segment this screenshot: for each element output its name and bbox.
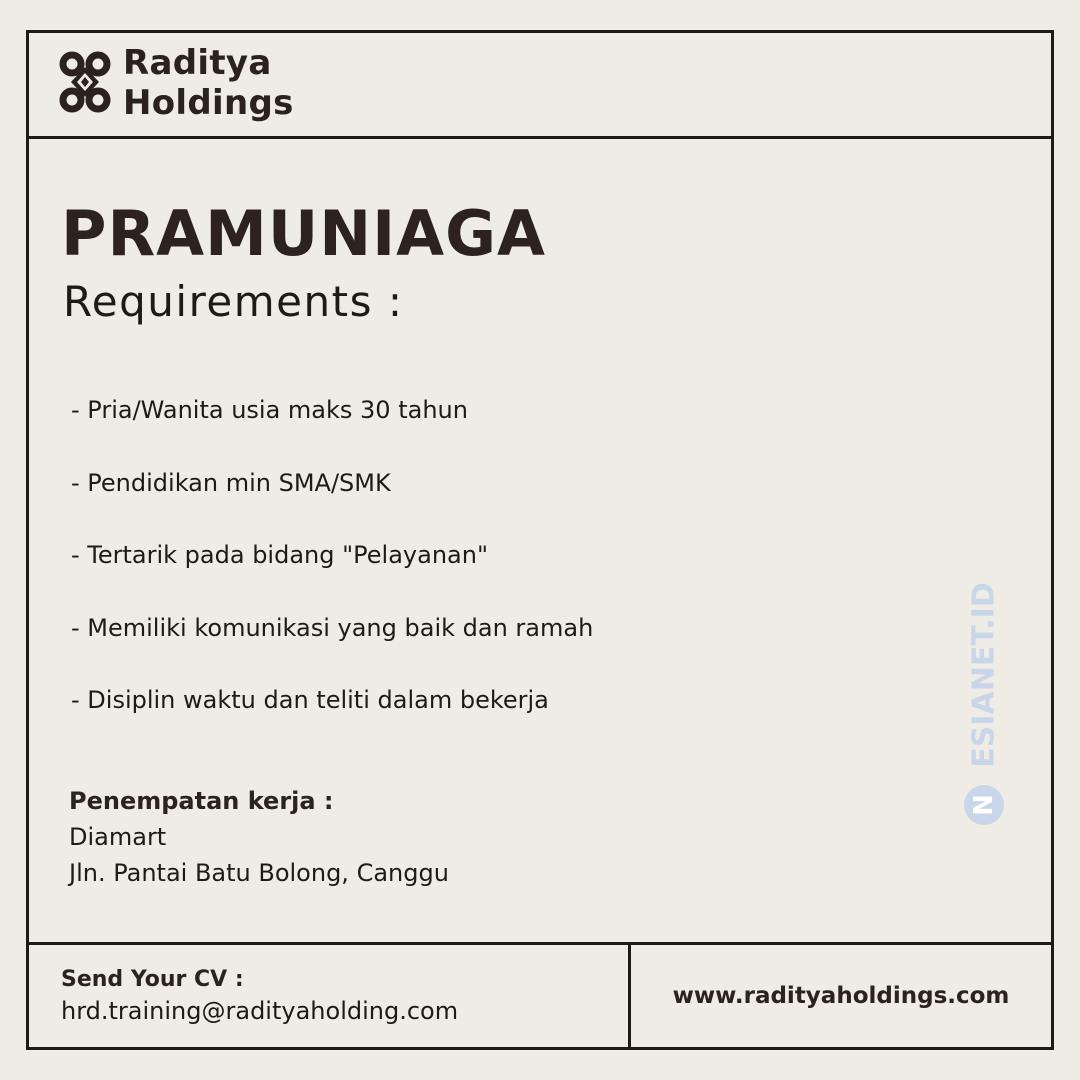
cv-section <box>29 945 631 1047</box>
requirement-item: - Memiliki komunikasi yang baik dan ramah <box>71 613 594 642</box>
placement-label: Penempatan kerja : <box>69 787 334 815</box>
cv-email: hrd.training@radityaholding.com <box>61 997 459 1025</box>
requirement-item: - Disiplin waktu dan teliti dalam bekerja <box>71 686 549 714</box>
requirement-item: - Pria/Wanita usia maks 30 tahun <box>71 396 468 424</box>
poster-frame <box>26 30 1054 1050</box>
raditya-knot-logo-icon <box>59 47 111 117</box>
requirements-heading: Requirements : <box>63 277 404 326</box>
brand-name-line1: Raditya <box>123 43 272 83</box>
main-content <box>29 139 1051 945</box>
header <box>29 33 1051 139</box>
requirement-item: - Pendidikan min SMA/SMK <box>71 468 391 497</box>
footer <box>29 942 1051 1047</box>
placement-block <box>69 783 449 891</box>
send-cv-label: Send Your CV : <box>61 967 244 992</box>
placement-store: Diamart <box>69 823 167 851</box>
job-title: PRAMUNIAGA <box>61 197 547 270</box>
nesianet-watermark <box>954 569 1014 829</box>
requirement-item: - Tertarik pada bidang "Pelayanan" <box>71 541 488 569</box>
svg-text:N: N <box>969 794 999 816</box>
brand-name <box>123 43 294 123</box>
brand-name-line2: Holdings <box>123 83 294 123</box>
website-url: www.radityaholdings.com <box>672 983 1010 1009</box>
requirements-list <box>71 395 593 758</box>
placement-address: Jln. Pantai Batu Bolong, Canggu <box>69 859 449 887</box>
svg-text:ESIANET.ID: ESIANET.ID <box>966 582 1002 768</box>
